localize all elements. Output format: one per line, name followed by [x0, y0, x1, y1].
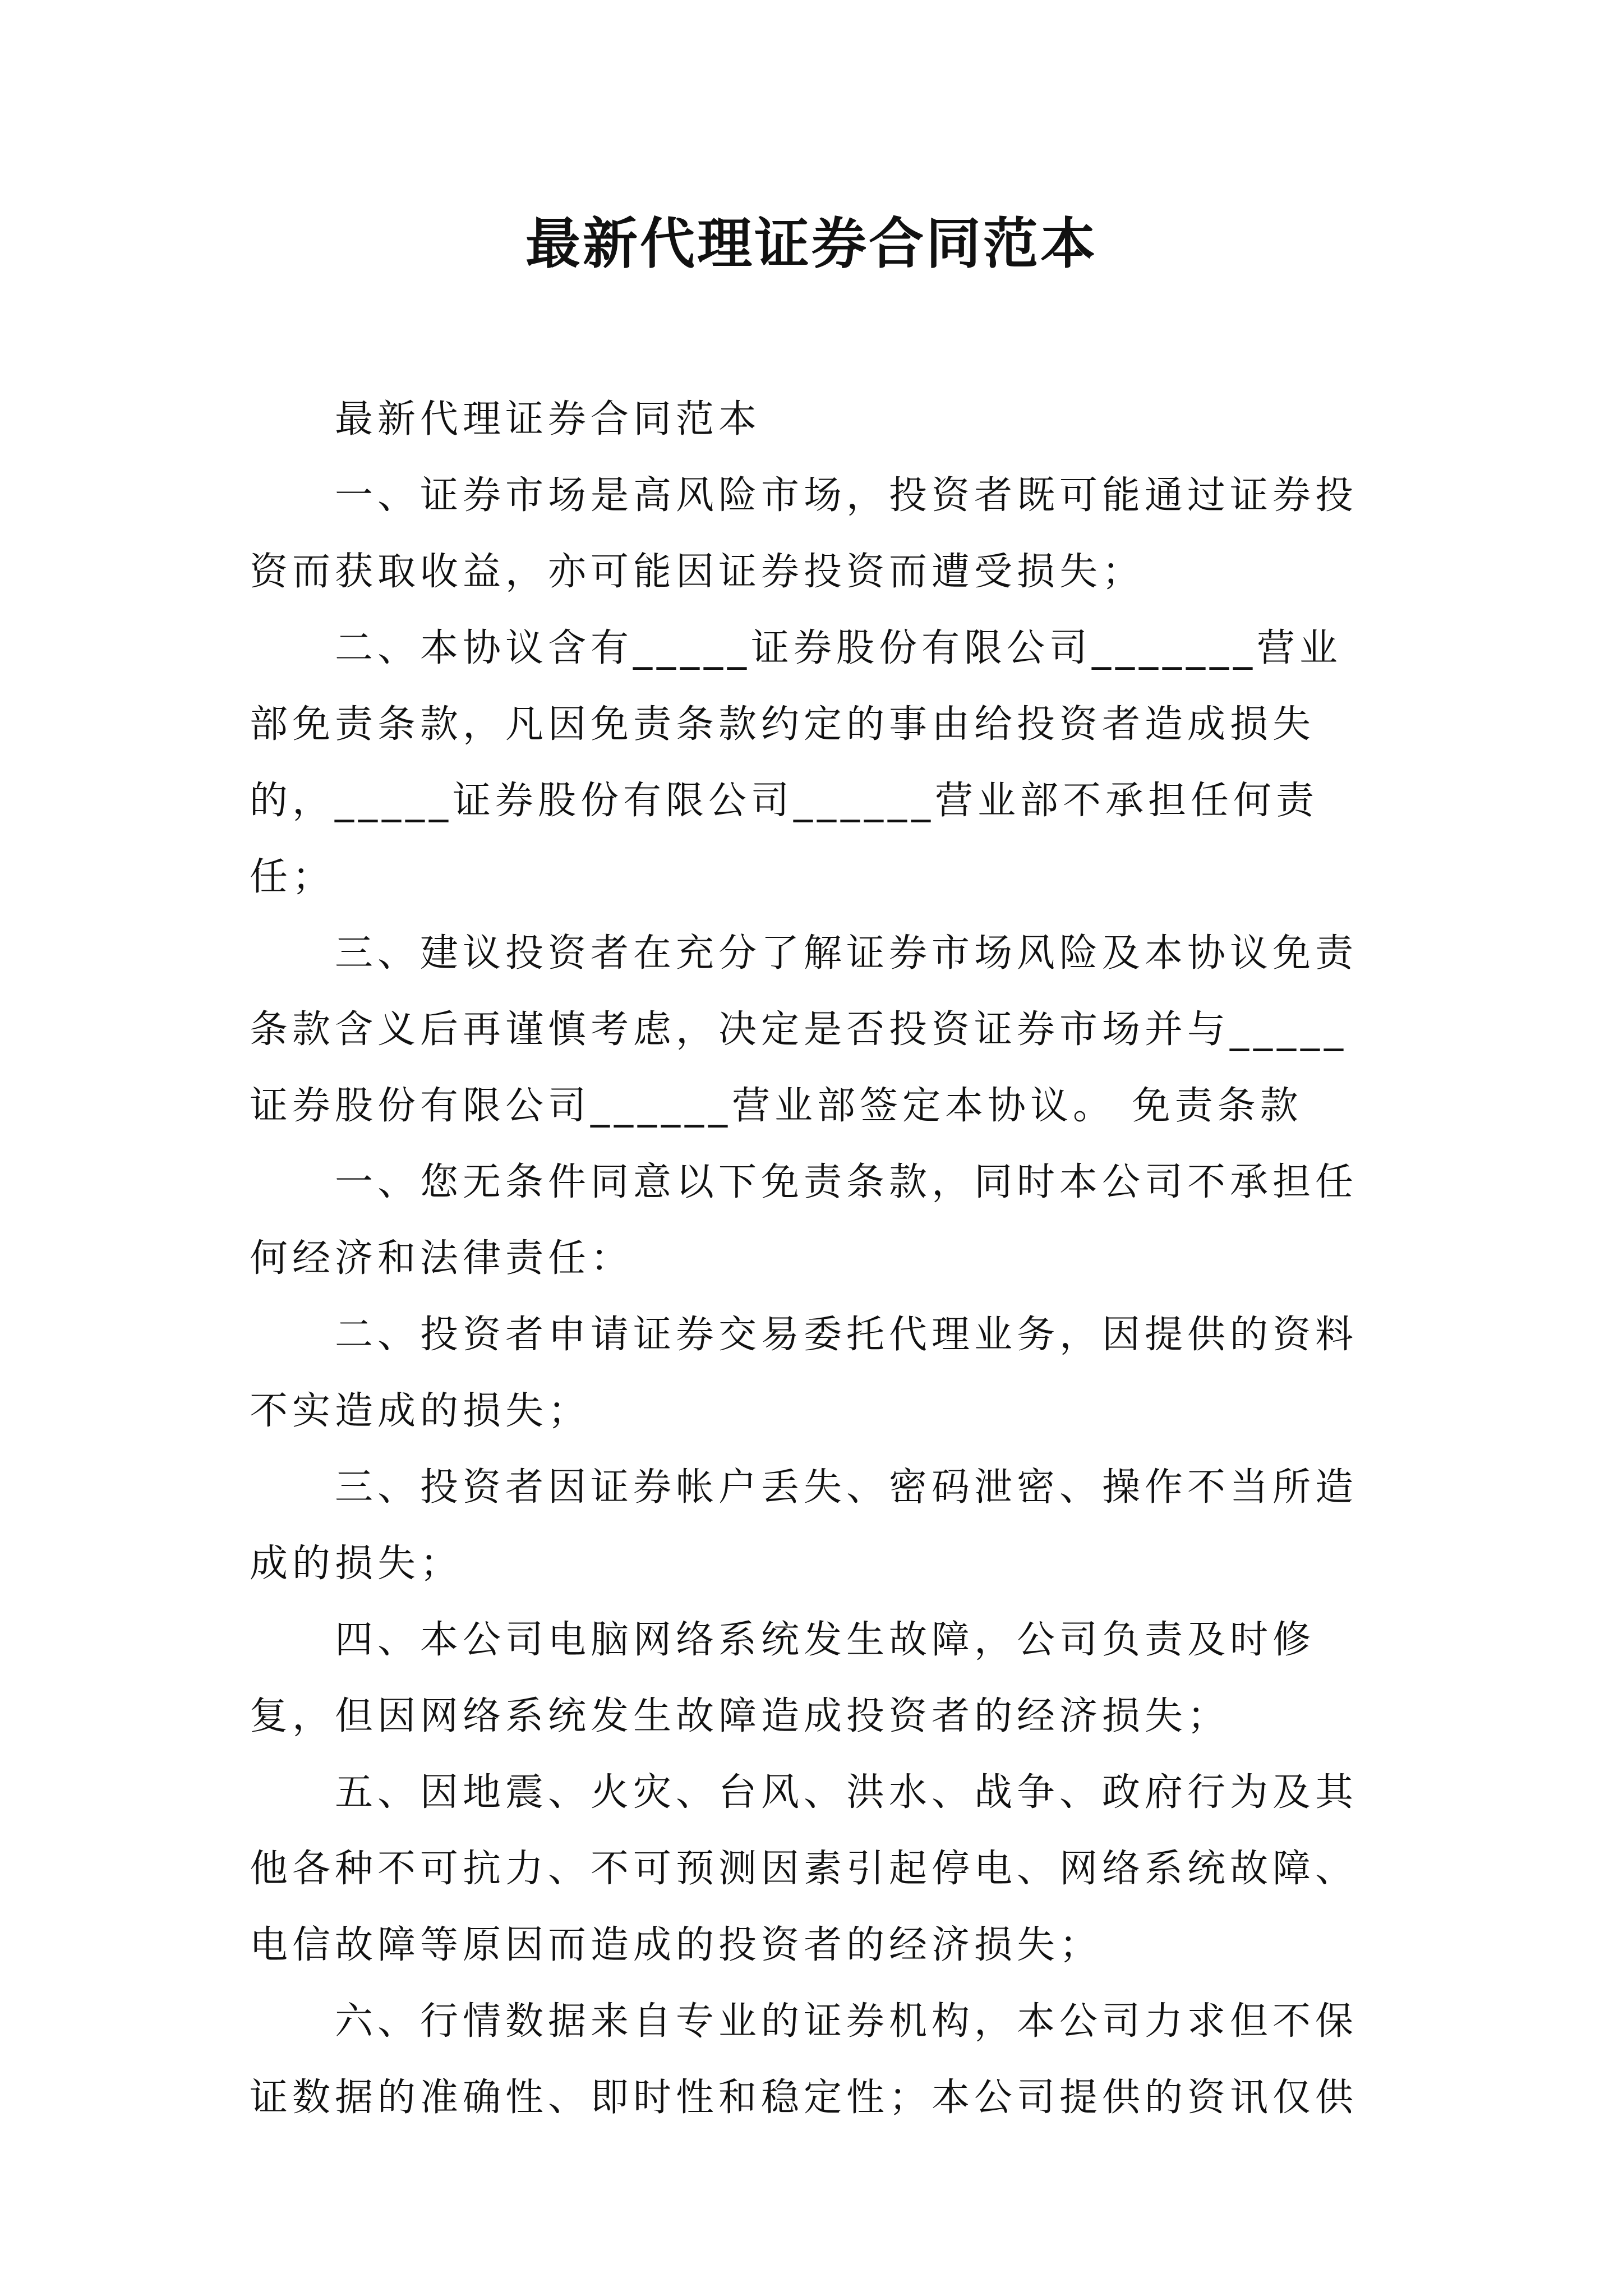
paragraph: 三、建议投资者在充分了解证券市场风险及本协议免责条款含义后再谨慎考虑，决定是否投资证券市场并与_____证券股份有限公司______营业部签定本协议。 免责条款	[250, 931, 1358, 1128]
paragraph: 一、您无条件同意以下免责条款，同时本公司不承担任何经济和法律责任：	[250, 1160, 1358, 1281]
paragraph: 二、本协议含有_____证券股份有限公司_______营业部免责条款，凡因免责条款约定的事由给投资者造成损失的，_____证券股份有限公司______营业部不承担任何责任；	[250, 626, 1343, 899]
document-body	[250, 381, 1380, 2136]
document-title: 最新代理证券合同范本	[525, 211, 1098, 276]
paragraph: 五、因地震、火灾、台风、洪水、战争、政府行为及其他各种不可抗力、不可预测因素引起停电、网络系统故障、电信故障等原因而造成的投资者的经济损失；	[250, 1770, 1358, 1967]
paragraph: 最新代理证券合同范本	[335, 397, 762, 441]
paragraph: 三、投资者因证券帐户丢失、密码泄密、操作不当所造成的损失；	[250, 1465, 1358, 1586]
paragraph: 二、投资者申请证券交易委托代理业务，因提供的资料不实造成的损失；	[250, 1313, 1358, 1433]
paragraph: 一、证券市场是高风险市场，投资者既可能通过证券投资而获取收益，亦可能因证券投资而遭受损失；	[250, 473, 1358, 594]
paragraph: 四、本公司电脑网络系统发生故障，公司负责及时修复，但因网络系统发生故障造成投资者的经济损失；	[250, 1618, 1316, 1738]
paragraph: 六、行情数据来自专业的证券机构，本公司力求但不保证数据的准确性、即时性和稳定性；本公司提供的资讯仅供	[250, 1999, 1358, 2120]
